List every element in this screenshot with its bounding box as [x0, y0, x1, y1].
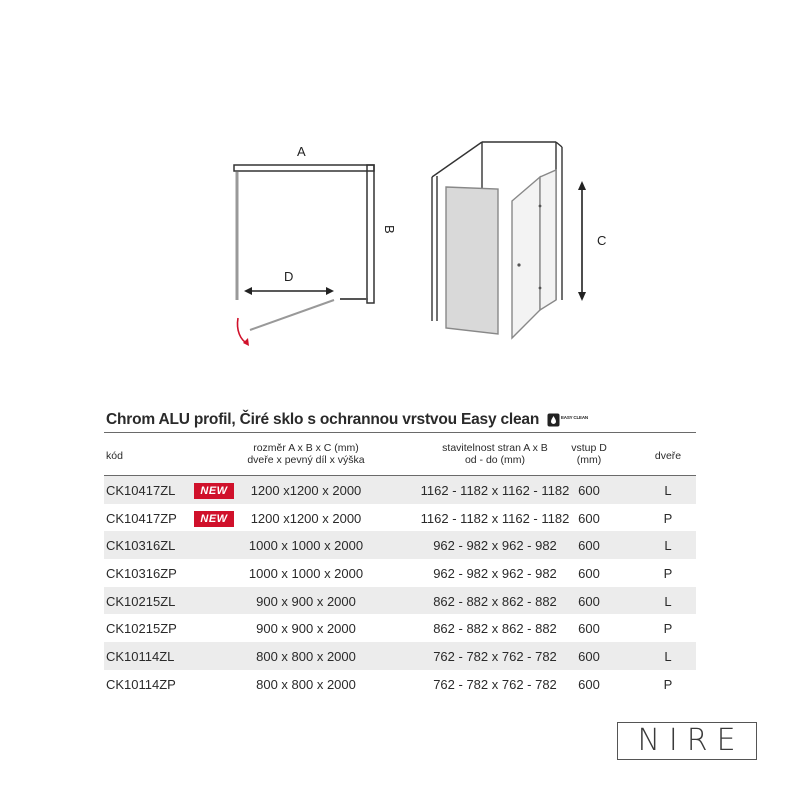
dimensions: 800 x 800 x 2000: [256, 676, 356, 692]
header-code: kód: [106, 450, 123, 462]
adjustability: 1162 - 1182 x 1162 - 1182: [420, 483, 570, 498]
entry-width: 600: [578, 510, 600, 526]
dimensions: 900 x 900 x 2000: [256, 621, 356, 637]
product-table: [104, 432, 696, 698]
dimensions: 900 x 900 x 2000: [256, 593, 356, 609]
table-row: [104, 504, 696, 532]
product-title: [106, 411, 589, 429]
product-code: CK10417ZL: [106, 483, 176, 498]
dimensions: 1200 x1200 x 2000: [250, 510, 362, 526]
door-side: P: [663, 510, 673, 526]
entry-width: 600: [578, 538, 600, 554]
door-side: L: [664, 538, 672, 554]
table-row: [104, 670, 696, 698]
door-side: P: [663, 621, 673, 637]
adjustability: 1162 - 1182 x 1162 - 1182: [420, 510, 570, 526]
product-code: CK10215ZL: [106, 593, 176, 609]
new-badge: NEW: [194, 483, 234, 499]
table-row: [104, 559, 696, 587]
door-side: L: [664, 483, 672, 498]
adjustability: 962 - 982 x 962 - 982: [433, 566, 557, 582]
dimensions: 1200 x1200 x 2000: [250, 483, 362, 498]
svg-text:EASY CLEAN: EASY CLEAN: [561, 415, 589, 420]
adjustability: 862 - 882 x 862 - 882: [433, 593, 557, 609]
table-row: [104, 587, 696, 615]
table-row: [104, 642, 696, 670]
adjustability: 762 - 782 x 762 - 782: [433, 649, 557, 665]
table-body: [104, 476, 696, 698]
product-code: CK10114ZL: [106, 649, 175, 665]
product-title-text: Chrom ALU profil, Čiré sklo s ochrannou vrstvou Easy clean: [106, 411, 540, 428]
enclosure-3d-diagram: [432, 142, 562, 338]
entry-width: 600: [578, 676, 600, 692]
table-row: [104, 531, 696, 559]
door-side: L: [664, 593, 672, 609]
entry-width: 600: [578, 593, 600, 609]
table-row: [104, 476, 696, 504]
table-row: [104, 614, 696, 642]
header-dimensions: rozměr A x B x C (mm) dveře x pevný díl x výška: [247, 442, 365, 466]
table-header: [104, 432, 696, 476]
nire-logo: NIRE: [617, 722, 757, 760]
adjustability: 762 - 782 x 762 - 782: [433, 676, 557, 692]
product-code: CK10215ZP: [106, 621, 177, 637]
floor-plan-diagram: [234, 165, 374, 346]
new-badge: NEW: [194, 511, 234, 527]
door-side: P: [663, 676, 673, 692]
entry-width: 600: [578, 649, 600, 665]
entry-width: 600: [578, 483, 600, 498]
header-door: dveře: [654, 450, 682, 462]
header-adjustability: stavitelnost stran A x B od - do (mm): [442, 442, 548, 466]
dimensions: 1000 x 1000 x 2000: [248, 538, 364, 554]
product-code: CK10316ZL: [106, 538, 176, 554]
header-entry: vstup D (mm): [571, 442, 607, 466]
dimension-label-d: D: [284, 269, 294, 284]
product-code: CK10316ZP: [106, 566, 177, 582]
dimension-label-b: B: [382, 225, 397, 234]
door-side: L: [664, 649, 672, 665]
dimensions: 1000 x 1000 x 2000: [248, 566, 364, 582]
entry-width: 600: [578, 566, 600, 582]
product-code: CK10417ZP: [106, 510, 177, 526]
water-drop-easy-clean-icon: [547, 413, 589, 427]
door-side: P: [663, 566, 673, 582]
dimensions: 800 x 800 x 2000: [256, 649, 356, 665]
dimension-label-c: C: [597, 233, 607, 248]
dimension-label-a: A: [297, 144, 306, 159]
entry-width: 600: [578, 621, 600, 637]
product-code: CK10114ZP: [106, 676, 176, 692]
adjustability: 862 - 882 x 862 - 882: [433, 621, 557, 637]
adjustability: 962 - 982 x 962 - 982: [433, 538, 557, 554]
